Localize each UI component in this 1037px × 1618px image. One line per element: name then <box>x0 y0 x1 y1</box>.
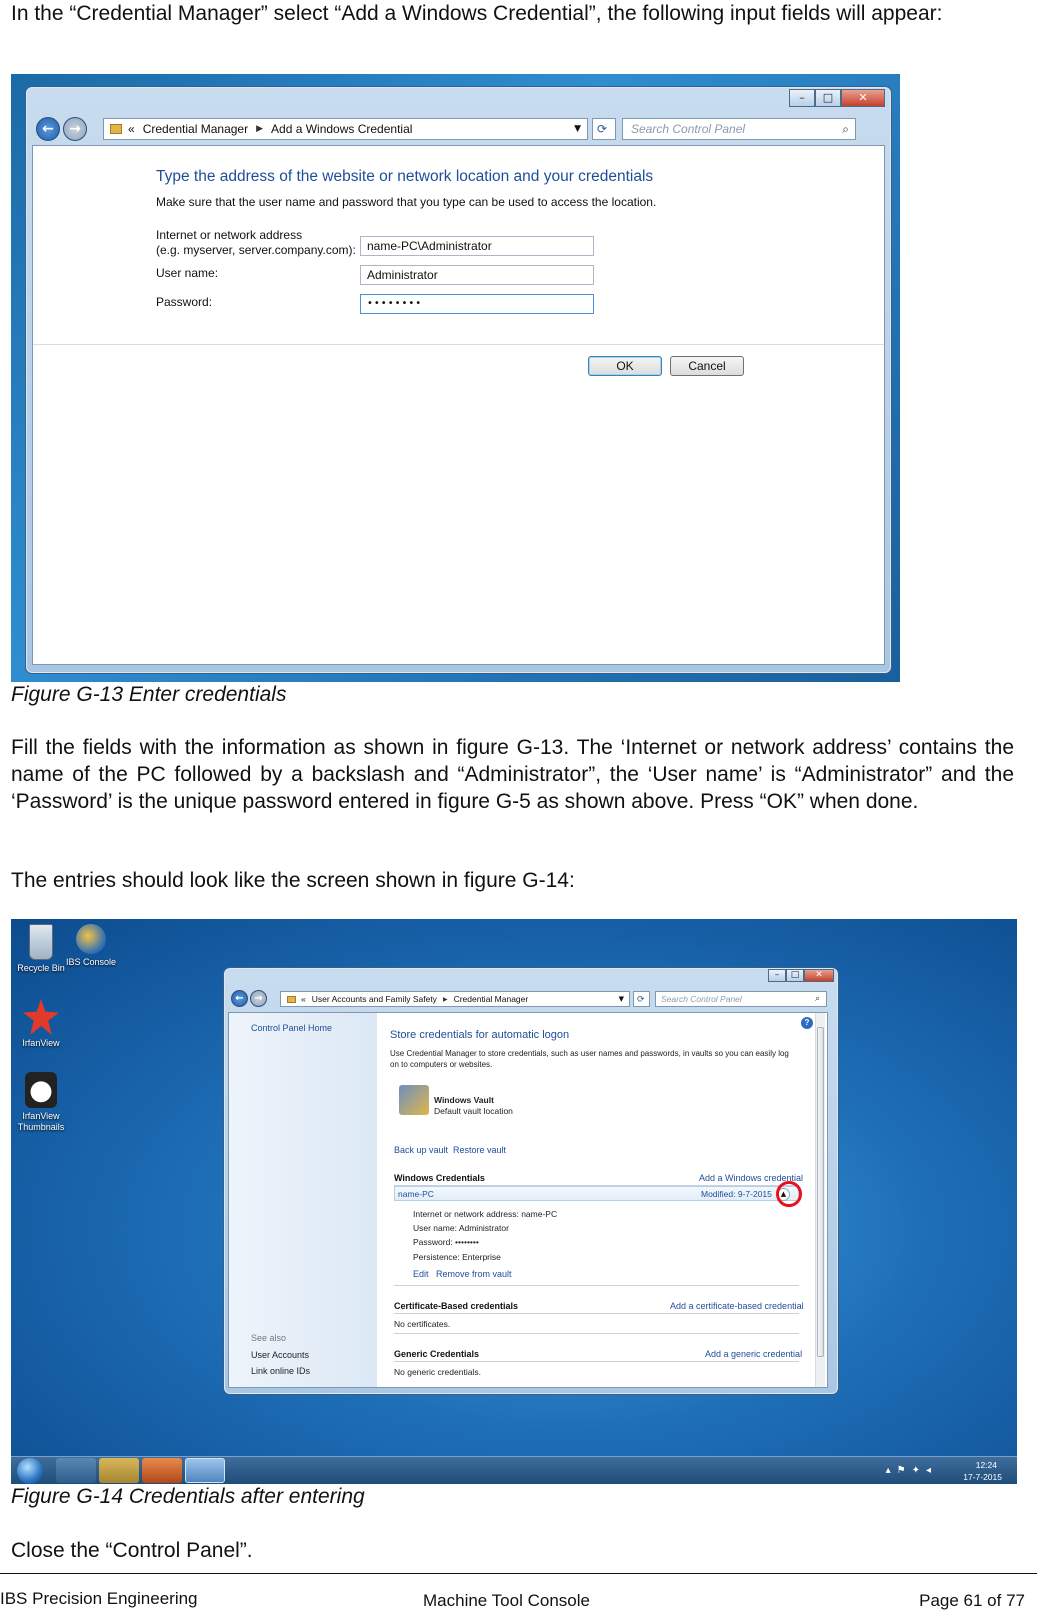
maximize-button[interactable]: □ <box>815 89 841 107</box>
search-placeholder: Search Control Panel <box>661 994 742 1004</box>
breadcrumb-prefix: « <box>301 994 306 1004</box>
backup-vault-link[interactable]: Back up vault <box>394 1145 449 1155</box>
no-generic-credentials-text: No generic credentials. <box>394 1367 481 1377</box>
close-button[interactable]: ✕ <box>804 969 834 982</box>
add-certificate-credential-link[interactable]: Add a certificate-based credential <box>670 1301 804 1311</box>
chevron-down-icon[interactable]: ▼ <box>618 995 624 1003</box>
irfanview-thumbnails-shortcut[interactable]: IrfanView Thumbnails <box>11 1072 71 1133</box>
address-field[interactable]: name-PC\Administrator <box>360 236 594 256</box>
divider <box>394 1285 799 1286</box>
username-field[interactable]: Administrator <box>360 265 594 285</box>
control-panel-body <box>228 1012 828 1388</box>
search-input[interactable] <box>622 118 856 140</box>
window-controls <box>768 969 834 982</box>
credential-name: name-PC <box>398 1189 434 1199</box>
breadcrumb-credential-manager[interactable]: Credential Manager <box>453 994 529 1004</box>
edit-link[interactable]: Edit <box>413 1269 429 1279</box>
username-label: User name: <box>156 266 219 280</box>
figure-g13-screenshot <box>11 74 900 682</box>
address-bar[interactable] <box>103 118 588 140</box>
breadcrumb-add-windows-credential[interactable]: Add a Windows Credential <box>271 122 413 136</box>
detail-username: User name: Administrator <box>413 1223 509 1233</box>
search-icon: ⌕ <box>814 994 820 1004</box>
breadcrumb-credential-manager[interactable]: Credential Manager <box>142 122 249 136</box>
close-control-panel-paragraph: Close the “Control Panel”. <box>11 1539 253 1562</box>
search-input[interactable] <box>655 991 827 1007</box>
folder-icon <box>110 124 122 134</box>
search-icon: ⌕ <box>842 121 849 136</box>
address-bar[interactable] <box>280 991 630 1007</box>
see-also-heading: See also <box>251 1333 287 1343</box>
password-field[interactable]: •••••••• <box>360 294 594 314</box>
folder-icon <box>287 996 296 1003</box>
page-title: Store credentials for automatic logon <box>390 1029 570 1041</box>
add-windows-credential-link[interactable]: Add a Windows credential <box>699 1173 804 1183</box>
detail-address: Internet or network address: name-PC <box>413 1209 558 1219</box>
clock-time: 12:24 <box>975 1460 997 1470</box>
minimize-button[interactable]: – <box>789 89 815 107</box>
intro-paragraph: In the “Credential Manager” select “Add a Windows Credential”, the following input fields will appear: <box>11 2 943 25</box>
credential-window <box>25 86 892 674</box>
search-placeholder: Search Control Panel <box>631 122 746 136</box>
figure-g14-screenshot <box>11 919 1017 1484</box>
window-controls <box>789 89 885 107</box>
refresh-icon[interactable]: ⟳ <box>633 991 650 1007</box>
footer-divider <box>0 1573 1037 1574</box>
internet-explorer-icon[interactable] <box>56 1458 96 1483</box>
cancel-button[interactable]: Cancel <box>670 356 744 376</box>
footer-company: IBS Precision Engineering <box>0 1589 198 1608</box>
divider <box>394 1313 799 1314</box>
description-line-2: on to computers or websites. <box>390 1060 493 1069</box>
chevron-down-icon[interactable]: ▼ <box>574 124 581 134</box>
forward-arrow-icon[interactable]: → <box>63 117 87 141</box>
entries-paragraph: The entries should look like the screen shown in figure G-14: <box>11 869 575 892</box>
generic-credentials-heading: Generic Credentials <box>394 1349 480 1359</box>
forward-arrow-icon[interactable]: → <box>250 990 267 1007</box>
certificate-credentials-heading: Certificate-Based credentials <box>394 1301 519 1311</box>
media-player-icon[interactable] <box>142 1458 182 1483</box>
chevron-right-icon: ▶ <box>442 995 448 1003</box>
address-label: Internet or network address (e.g. myserver, server.company.com): <box>156 228 356 257</box>
breadcrumb-user-accounts[interactable]: User Accounts and Family Safety <box>311 994 437 1004</box>
fill-fields-paragraph: Fill the fields with the information as shown in figure G-13. The ‘Internet or network address’ contains the name of the PC followed by a backslash and “Administrator”, the ‘User name’ is “Administrator” and the ‘Password’ is the unique password entered in figure G-5 as shown above. Press “OK” when done. <box>11 736 1014 813</box>
divider <box>394 1361 799 1362</box>
start-button[interactable] <box>17 1458 43 1484</box>
chevron-right-icon: ▶ <box>256 124 264 134</box>
chevron-up-icon[interactable]: ▲ <box>777 1188 790 1201</box>
divider <box>394 1333 799 1334</box>
footer-document-title: Machine Tool Console <box>423 1591 590 1610</box>
ibs-console-shortcut[interactable]: IBS Console <box>61 924 121 968</box>
irfanview-icon <box>23 999 59 1035</box>
description-line-1: Use Credential Manager to store credentials, such as user names and passwords, in vaults so you can easily log <box>390 1049 789 1058</box>
clock-date: 17-7-2015 <box>963 1472 1002 1482</box>
back-arrow-icon[interactable]: ← <box>231 990 248 1007</box>
credential-row[interactable] <box>394 1186 799 1201</box>
no-certificates-text: No certificates. <box>394 1319 451 1329</box>
vault-location: Default vault location <box>434 1106 513 1116</box>
sidebar <box>229 1013 377 1387</box>
dialog-body <box>32 145 885 665</box>
user-accounts-link[interactable]: User Accounts <box>251 1350 310 1360</box>
detail-password: Password: •••••••• <box>413 1237 479 1247</box>
dialog-subheading: Make sure that the user name and password that you type can be used to access the location. <box>156 195 657 209</box>
panda-icon <box>25 1072 57 1108</box>
recycle-bin-icon <box>29 924 53 960</box>
link-online-ids-link[interactable]: Link online IDs <box>251 1366 311 1376</box>
vault-name: Windows Vault <box>434 1095 494 1105</box>
add-generic-credential-link[interactable]: Add a generic credential <box>705 1349 803 1359</box>
control-panel-window <box>223 967 839 1395</box>
scrollbar-thumb[interactable] <box>817 1027 824 1357</box>
remove-from-vault-link[interactable]: Remove from vault <box>436 1269 512 1279</box>
credential-modified: Modified: 9-7-2015 <box>701 1189 772 1199</box>
password-label: Password: <box>156 295 213 309</box>
vault-icon <box>399 1085 429 1115</box>
detail-persistence: Persistence: Enterprise <box>413 1252 501 1262</box>
figure-g14-caption: Figure G-14 Credentials after entering <box>11 1485 365 1508</box>
maximize-button[interactable]: □ <box>786 969 804 982</box>
close-button[interactable]: ✕ <box>841 89 885 107</box>
ok-button[interactable]: OK <box>588 356 662 376</box>
refresh-icon[interactable]: ⟳ <box>592 118 616 140</box>
control-panel-taskbar-icon[interactable] <box>185 1458 225 1483</box>
system-tray: ▴⚑✦◂ <box>885 1465 937 1476</box>
highlight-circle <box>776 1181 802 1207</box>
back-arrow-icon[interactable]: ← <box>36 117 60 141</box>
windows-credentials-heading: Windows Credentials <box>394 1173 485 1183</box>
control-panel-home-link[interactable]: Control Panel Home <box>251 1023 333 1033</box>
vertical-scrollbar[interactable] <box>815 1013 825 1387</box>
taskbar <box>11 1456 1017 1484</box>
restore-vault-link[interactable]: Restore vault <box>453 1145 507 1155</box>
file-explorer-icon[interactable] <box>99 1458 139 1483</box>
help-icon[interactable]: ? <box>801 1017 813 1029</box>
minimize-button[interactable]: – <box>768 969 786 982</box>
footer-page-number: Page 61 of 77 <box>919 1591 1025 1610</box>
recycle-bin-shortcut[interactable]: Recycle Bin <box>11 924 71 974</box>
ibs-console-icon <box>76 924 106 954</box>
irfanview-shortcut[interactable]: IrfanView <box>11 999 71 1049</box>
figure-g13-caption: Figure G-13 Enter credentials <box>11 683 287 706</box>
dialog-heading: Type the address of the website or network location and your credentials <box>156 168 654 185</box>
divider <box>33 344 884 345</box>
breadcrumb-prefix: « <box>128 122 135 136</box>
